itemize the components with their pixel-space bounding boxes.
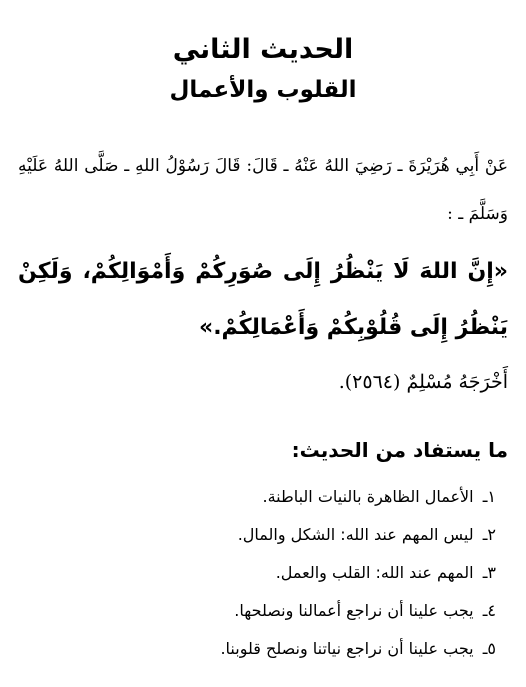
item-text: ليس المهم عند الله: الشكل والمال. xyxy=(237,525,474,544)
list-item xyxy=(18,554,496,592)
benefits-list xyxy=(18,478,496,668)
list-item xyxy=(18,478,496,516)
item-number: ٥ـ xyxy=(482,639,496,658)
item-text: يجب علينا أن نراجع نياتنا ونصلح قلوبنا. xyxy=(220,639,474,658)
item-number: ٤ـ xyxy=(482,601,496,620)
list-item xyxy=(18,516,496,554)
hadith-title: الحديث الثاني xyxy=(172,34,354,65)
item-number: ٣ـ xyxy=(482,563,496,582)
list-item xyxy=(18,630,496,668)
item-text: يجب علينا أن نراجع أعمالنا ونصلحها. xyxy=(234,601,474,620)
item-number: ٢ـ xyxy=(482,525,496,544)
hadith-source: أَخْرَجَهُ مُسْلِمٌ (٢٥٦٤). xyxy=(338,371,508,393)
benefits-heading: ما يستفاد من الحديث: xyxy=(291,438,508,462)
item-number: ١ـ xyxy=(482,487,496,506)
item-text: المهم عند الله: القلب والعمل. xyxy=(275,563,474,582)
list-item xyxy=(18,592,496,630)
narration-chain: عَنْ أَبِي هُرَيْرَةَ ـ رَضِيَ اللهُ عَنْهُ ـ قَالَ: قَالَ رَسُوْلُ اللهِ ـ صَلَّى اللهُ عَلَيْهِ وَسَلَّمَ ـ : xyxy=(18,156,508,224)
hadith-text: «إِنَّ اللهَ لَا يَنْظُرُ إِلَى صُوَرِكُمْ وَأَمْوَالِكُمْ، وَلَكِنْ يَنْظُرُ إِلَى قُلُوْبِكُمْ وَأَعْمَالِكُمْ.» xyxy=(18,259,508,340)
item-text: الأعمال الظاهرة بالنيات الباطنة. xyxy=(262,487,474,506)
hadith-subtitle: القلوب والأعمال xyxy=(169,77,357,103)
